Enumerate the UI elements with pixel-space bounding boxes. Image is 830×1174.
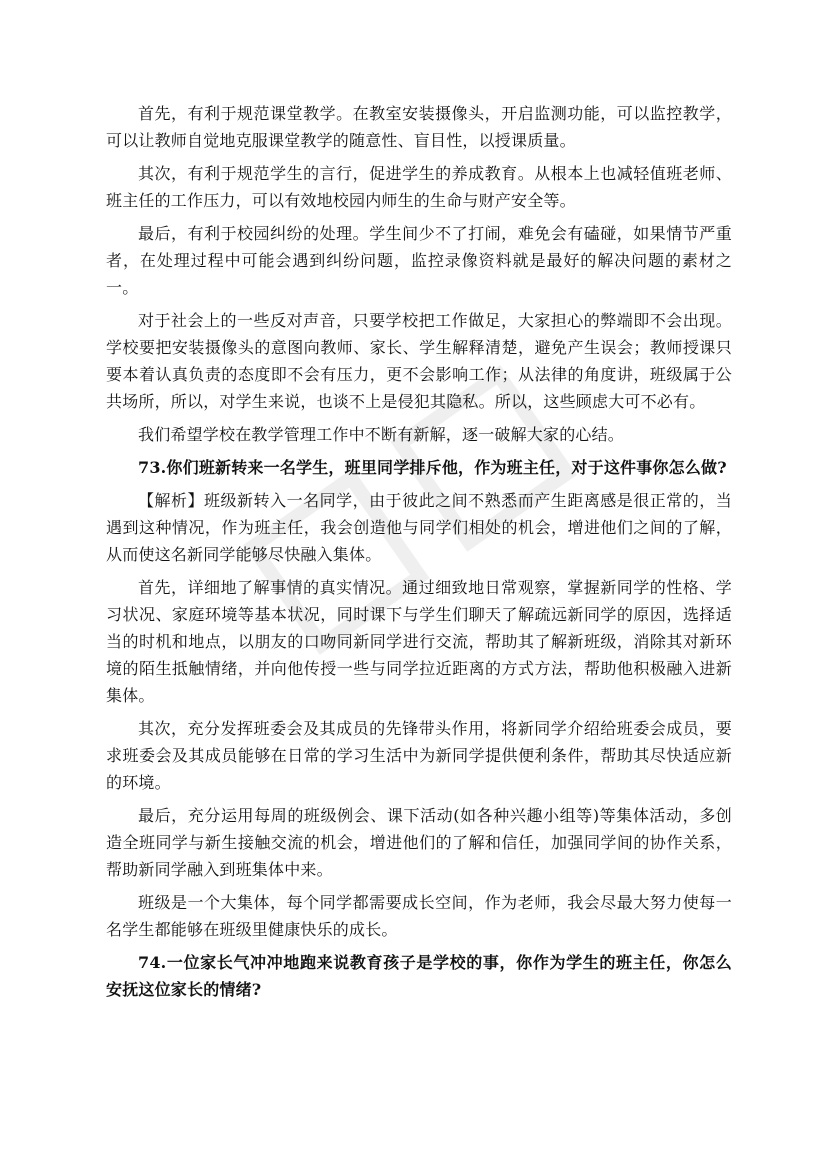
paragraph: 最后，有利于校园纠纷的处理。学生间少不了打闹，难免会有磕碰，如果情节严重者，在处理过程中可能会遇到纠纷问题，监控录像资料就是最好的解决问题的素材之一。: [106, 224, 732, 297]
question-73-heading: 73.你们班新转来一名学生，班里同学排斥他，作为班主任，对于这件事你怎么做?: [138, 458, 727, 477]
paragraph: 其次，充分发挥班委会及其成员的先锋带头作用，将新同学介绍给班委会成员，要求班委会及其成员能够在日常的学习生活中为新同学提供便利条件，帮助其尽快适应新的环境。: [106, 719, 732, 792]
paragraph: 首先，有利于规范课堂教学。在教室安装摄像头，开启监测功能，可以监控教学，可以让教师自觉地克服课堂教学的随意性、盲目性，以授课质量。: [106, 104, 732, 150]
paragraph: 班级是一个大集体，每个同学都需要成长空间，作为老师，我会尽最大努力使每一名学生都能够在班级里健康快乐的成长。: [106, 893, 732, 939]
paragraph: 首先，详细地了解事情的真实情况。通过细致地日常观察，掌握新同学的性格、学习状况、家庭环境等基本状况，同时课下与学生们聊天了解疏远新同学的原因，选择适当的时机和地点，以朋友的口吻同新同学进行交流，帮助其了解新班级，消除其对新环境的陌生抵触情绪，并向他传授一些与同学拉近距离的方式方法，帮助他积极融入进新集体。: [106, 578, 732, 705]
paragraph: 我们希望学校在教学管理工作中不断有新解，逐一破解大家的心结。: [138, 425, 625, 444]
paragraph: 最后，充分运用每周的班级例会、课下活动(如各种兴趣小组等)等集体活动，多创造全班同学与新生接触交流的机会，增进他们的了解和信任，加强同学间的协作关系，帮助新同学融入到班集体中来。: [106, 806, 732, 879]
paragraph: 其次，有利于规范学生的言行，促进学生的养成教育。从根本上也减轻值班老师、班主任的工作压力，可以有效地校园内师生的生命与财产安全等。: [106, 164, 732, 210]
document-page: [106, 100, 732, 1009]
question-74-heading: 74.一位家长气冲冲地跑来说教育孩子是学校的事，你作为学生的班主任，你怎么安抚这位家长的情绪?: [106, 953, 732, 999]
paragraph: 对于社会上的一些反对声音，只要学校把工作做足，大家担心的弊端即不会出现。学校要把安装摄像头的意图向教师、家长、学生解释清楚，避免产生误会；教师授课只要本着认真负责的态度即不会有压力，更不会影响工作；从法律的角度讲，班级属于公共场所，所以，对学生来说，也谈不上是侵犯其隐私。所以，这些顾虑大可不必有。: [106, 311, 732, 411]
analysis-paragraph: 【解析】班级新转入一名同学，由于彼此之间不熟悉而产生距离感是很正常的，当遇到这种情况，作为班主任，我会创造他与同学们相处的机会，增进他们之间的了解，从而使这名新同学能够尽快融入集体。: [106, 491, 732, 564]
